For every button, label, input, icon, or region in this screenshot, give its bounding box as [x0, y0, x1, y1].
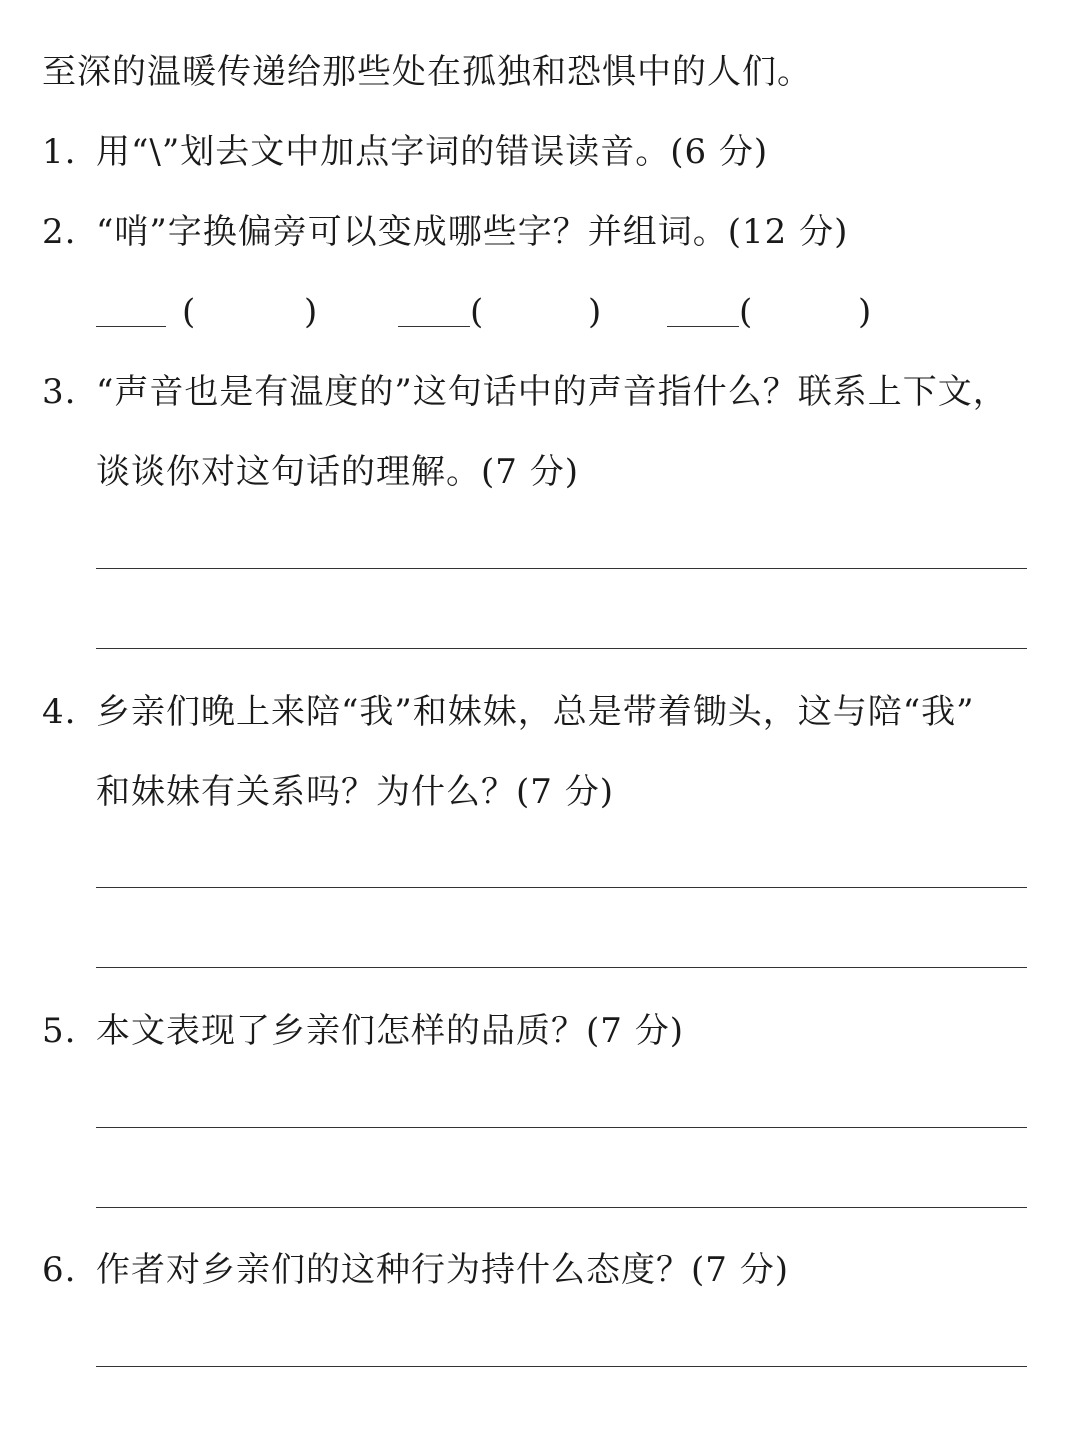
open-paren-3: (: [739, 292, 753, 332]
question-5-text: 本文表现了乡亲们怎样的品质？(7 分): [96, 1011, 684, 1051]
answer-line-q4-1[interactable]: [96, 887, 1027, 888]
question-3-number: 3.: [42, 372, 77, 412]
question-3-continuation: 谈谈你对这句话的理解。(7 分): [96, 452, 579, 492]
question-6-number: 6.: [42, 1250, 77, 1290]
answer-line-q3-2[interactable]: [96, 648, 1027, 649]
question-3: [42, 372, 1008, 412]
answer-line-q3-1[interactable]: [96, 568, 1027, 569]
passage-ending-text: 至深的温暖传递给那些处在孤独和恐惧中的人们。: [42, 52, 812, 92]
question-5-number: 5.: [42, 1011, 77, 1051]
answer-line-q5-1[interactable]: [96, 1127, 1027, 1128]
question-1-number: 1.: [42, 132, 77, 172]
question-1-text: 用“\”划去文中加点字词的错误读音。(6 分): [96, 132, 769, 172]
close-paren-3: ): [858, 292, 872, 332]
open-paren-2: (: [470, 292, 484, 332]
question-3-text: “声音也是有温度的”这句话中的声音指什么？联系上下文，: [96, 372, 1008, 412]
question-4-number: 4.: [42, 692, 77, 732]
answer-line-q4-2[interactable]: [96, 967, 1027, 968]
blank-char-3[interactable]: [667, 326, 739, 327]
question-5: [42, 1011, 684, 1051]
question-1: [42, 132, 768, 172]
question-4-continuation: 和妹妹有关系吗？为什么？(7 分): [96, 772, 614, 812]
blank-char-1[interactable]: [96, 326, 166, 327]
question-6-text: 作者对乡亲们的这种行为持什么态度？(7 分): [96, 1250, 789, 1290]
blank-char-2[interactable]: [398, 326, 470, 327]
question-4: [42, 692, 975, 732]
question-2-number: 2.: [42, 212, 77, 252]
open-paren-1: (: [182, 292, 196, 332]
close-paren-1: ): [304, 292, 318, 332]
answer-line-q5-2[interactable]: [96, 1207, 1027, 1208]
answer-line-q6-1[interactable]: [96, 1366, 1027, 1367]
question-2: [42, 212, 848, 252]
question-6: [42, 1250, 789, 1290]
close-paren-2: ): [588, 292, 602, 332]
question-2-text: “哨”字换偏旁可以变成哪些字？并组词。(12 分): [96, 212, 849, 252]
question-4-text: 乡亲们晚上来陪“我”和妹妹，总是带着锄头，这与陪“我”: [96, 692, 975, 732]
